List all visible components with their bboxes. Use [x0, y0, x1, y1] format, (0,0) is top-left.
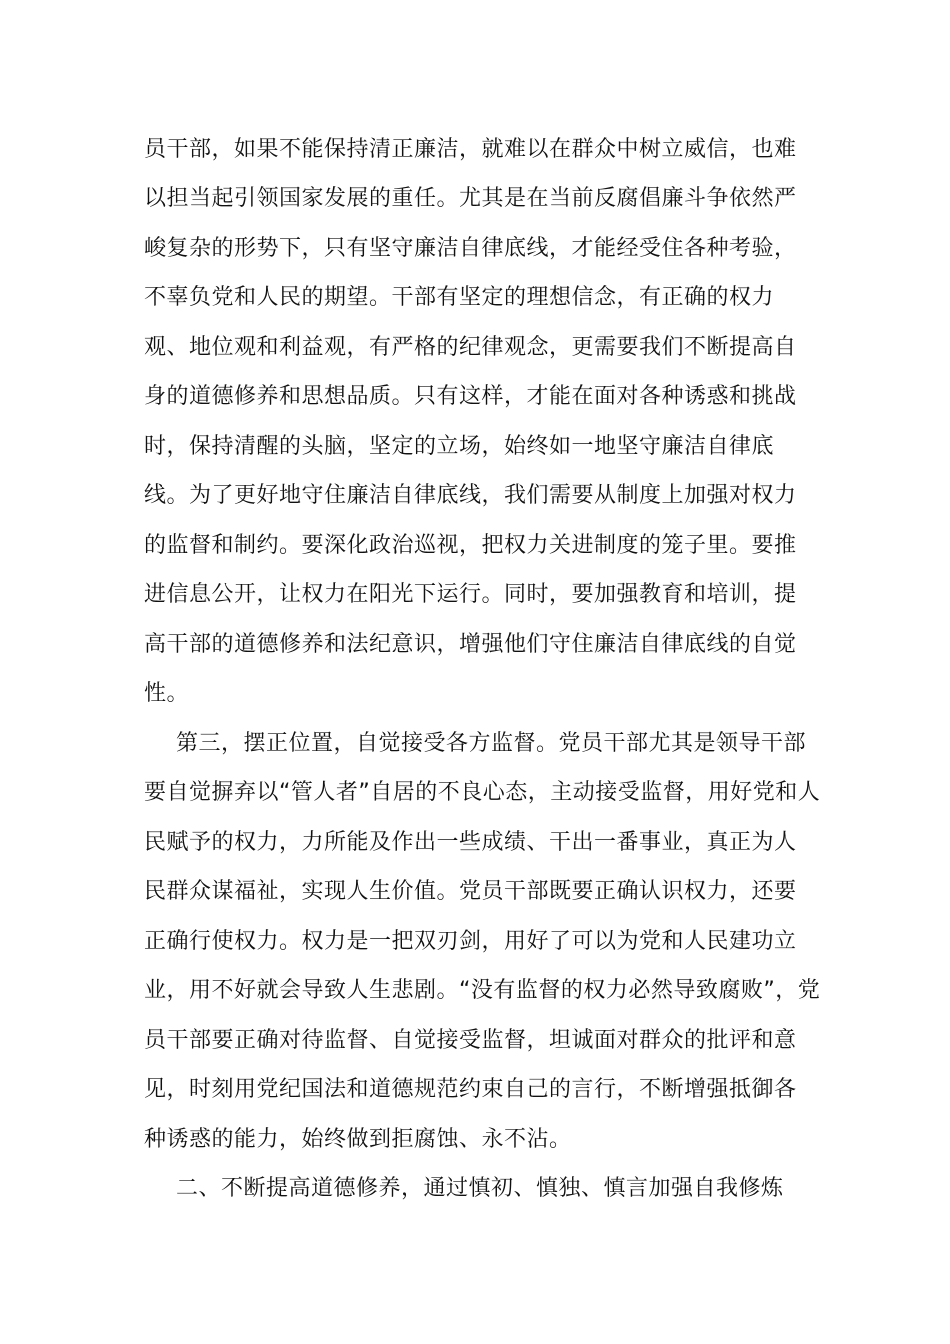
text-line-10: 进信息公开，让权力在阳光下运行。同时，要加强教育和培训，提	[144, 582, 797, 607]
section-heading: 二、不断提高道德修养，通过慎初、慎独、慎言加强自我修炼	[176, 1176, 784, 1201]
paragraph-third-start: 第三，摆正位置，自觉接受各方监督。党员干部尤其是领导干部	[176, 731, 807, 756]
text-line-3: 峻复杂的形势下，只有坚守廉洁自律底线，才能经受住各种考验，	[144, 236, 797, 261]
text-line-5: 观、地位观和利益观，有严格的纪律观念，更需要我们不断提高自	[144, 335, 797, 360]
text-line-17: 正确行使权力。权力是一把双刃剑，用好了可以为党和人民建功立	[144, 929, 797, 954]
text-line-6: 身的道德修养和思想品质。只有这样，才能在面对各种诱惑和挑战	[144, 384, 797, 409]
text-line-4: 不辜负党和人民的期望。干部有坚定的理想信念，有正确的权力	[144, 285, 775, 310]
text-line-14: 要自觉摒弃以“管人者”自居的不良心态，主动接受监督，用好党和人	[144, 780, 821, 805]
text-line-18: 业，用不好就会导致人生悲剧。“没有监督的权力必然导致腐败”，党	[144, 978, 821, 1003]
text-line-8: 线。为了更好地守住廉洁自律底线，我们需要从制度上加强对权力	[144, 483, 797, 508]
text-line-1: 员干部，如果不能保持清正廉洁，就难以在群众中树立威信，也难	[144, 137, 797, 162]
text-line-15: 民赋予的权力，力所能及作出一些成绩、干出一番事业，真正为人	[144, 830, 797, 855]
text-line-11: 高干部的道德修养和法纪意识，增强他们守住廉洁自律底线的自觉	[144, 632, 797, 657]
text-line-19: 员干部要正确对待监督、自觉接受监督，坦诚面对群众的批评和意	[144, 1028, 797, 1053]
text-line-21: 种诱惑的能力，始终做到拒腐蚀、永不沾。	[144, 1127, 572, 1152]
text-line-9: 的监督和制约。要深化政治巡视，把权力关进制度的笼子里。要推	[144, 533, 797, 558]
text-line-20: 见，时刻用党纪国法和道德规范约束自己的言行，不断增强抵御各	[144, 1077, 797, 1102]
text-line-7: 时，保持清醒的头脑，坚定的立场，始终如一地坚守廉洁自律底	[144, 434, 775, 459]
text-line-12: 性。	[144, 681, 190, 706]
text-line-2: 以担当起引领国家发展的重任。尤其是在当前反腐倡廉斗争依然严	[144, 186, 797, 211]
text-line-16: 民群众谋福祉，实现人生价值。党员干部既要正确认识权力，还要	[144, 879, 797, 904]
